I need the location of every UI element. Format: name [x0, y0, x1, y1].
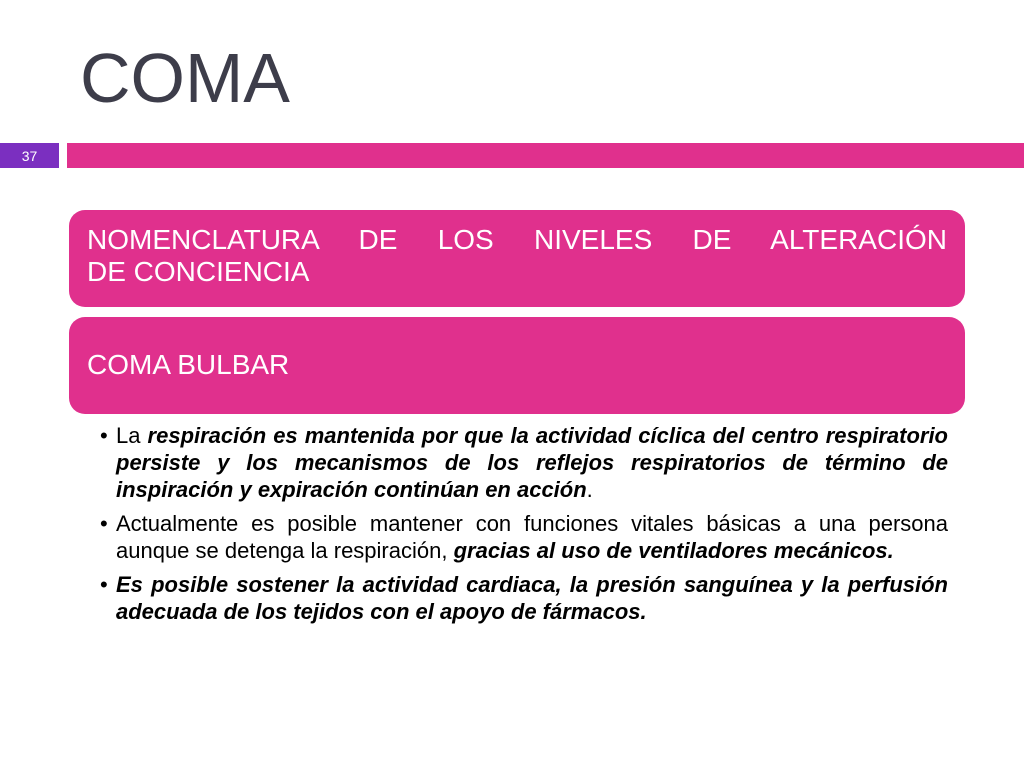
slide-title: COMA: [80, 39, 290, 117]
slide-number: 37: [0, 143, 59, 168]
bullet-list: [100, 422, 948, 632]
bullet-emphasis: respiración es mantenida por que la actividad cíclica del centro respiratorio persiste y los mecanismos de los reflejos respiratorios de término de inspiración y expiración continúan en acción: [116, 423, 948, 502]
bullet-icon: •: [100, 572, 108, 597]
bullet-suffix: .: [586, 477, 593, 502]
bullet-item: [100, 422, 948, 503]
subheading-text: COMA BULBAR: [87, 349, 290, 380]
subheading-box: [69, 317, 965, 414]
heading-line-1: NOMENCLATURA DE LOS NIVELES DE ALTERACIÓN: [87, 224, 947, 255]
heading-line-2: DE CONCIENCIA: [87, 256, 310, 288]
bullet-icon: •: [100, 511, 108, 536]
bullet-item: [100, 571, 948, 625]
header-rule: [67, 143, 1024, 168]
bullet-prefix: Actualmente es posible mantener con funciones vitales básicas a una persona aunque se detenga la respiración,: [116, 511, 948, 563]
heading-box: [69, 210, 965, 307]
bullet-prefix: La: [116, 423, 148, 448]
bullet-emphasis: Es posible sostener la actividad cardiaca, la presión sanguínea y la perfusión adecuada de los tejidos con el apoyo de fármacos.: [116, 572, 948, 624]
bullet-item: [100, 510, 948, 564]
bullet-icon: •: [100, 423, 108, 448]
bullet-emphasis: gracias al uso de ventiladores mecánicos.: [453, 538, 894, 563]
